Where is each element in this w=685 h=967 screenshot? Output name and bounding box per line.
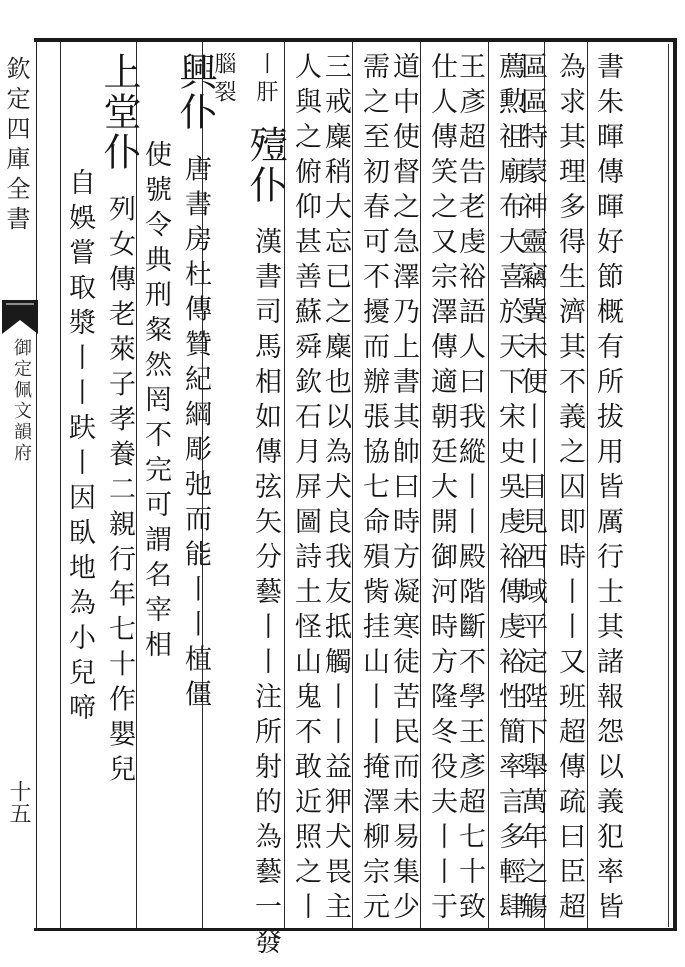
spine-title: 欽定四庫全書 [2,56,30,236]
text-column: 道中使督之急澤乃上書其帥曰時方凝寒徒苦民而未易集少 [388,52,419,927]
frame-bottom-border [34,928,677,931]
fish-tail-mark-icon [2,300,42,334]
text-column [243,52,287,963]
frame-inner-right-rule [668,44,669,927]
spine-subtitle: 御定佩文韻府 [11,338,32,464]
spine-page-number: 十五 [6,780,31,824]
text-column: 腦裂 [211,52,236,108]
text-column: 為求其理多得生濟其不義之囚即時丨丨又班超傳疏曰臣超 [554,52,585,927]
entry-headword: 興仆 [173,52,217,132]
frame-right-border [673,38,677,931]
column-body-text: 唐書房杜傳贊紀綱彫弛而能丨丨植僵 [180,154,211,715]
text-column: 人與之俯仰甚善蘇舜欽石月屏圖詩土怪山鬼不敢近照之丨 [290,52,321,927]
text-column: 仕人傳笑之又宗澤傳適朝廷大開御河時方隆冬役夫丨丨于 [426,52,457,927]
column-rule [352,42,353,928]
text-column: 三戒麋稍大忘已之麋也以為犬良我友抵觸丨丨益狎犬畏主 [320,52,351,927]
entry-headword: 上堂仆 [97,52,141,172]
column-rule [587,42,588,928]
text-column [173,52,217,715]
text-column [97,52,141,790]
column-rule [488,42,489,928]
text-column: 區區特蒙神靈竊冀未便丨丨目見西域平定陛下舉萬年之觴 [516,52,547,927]
column-body-text: 漢書司馬相如傳弦矢分藝丨丨注所射的為藝一發 [250,227,281,963]
frame-top-border [34,38,677,42]
entry-headword: 殪仆 [243,124,287,205]
text-column: 需之至初春可不擾而辦張協七命殞胔挂山丨丨掩澤柳宗元 [358,52,389,927]
column-rule [420,42,421,928]
column-body-text: 列女傳老萊子孝養二親行年七十作嬰兒 [104,194,135,790]
text-column: 書朱暉傳暉好節概有所拔用皆厲行士其諸報怨以義犯率皆 [592,52,623,927]
text-column: 使號令典刑粲然罔不完可謂名宰相 [140,140,171,665]
page-spine-margin [0,38,44,931]
text-column: 薦勲祖廟布大喜於天下宋史吳虔裕傳虔裕性簡率言多輕肆 [494,52,525,927]
column-lead-text: 丨肝 [253,52,278,108]
text-column: 自娛嘗取漿丨丨趺丨因臥地為小兒啼 [64,168,95,728]
spine-rule [36,38,37,931]
text-column: 王彥超告老虔裕語人曰我縱丨丨殿階斷不學王彥超七十致 [454,52,485,927]
column-rule [60,42,61,928]
